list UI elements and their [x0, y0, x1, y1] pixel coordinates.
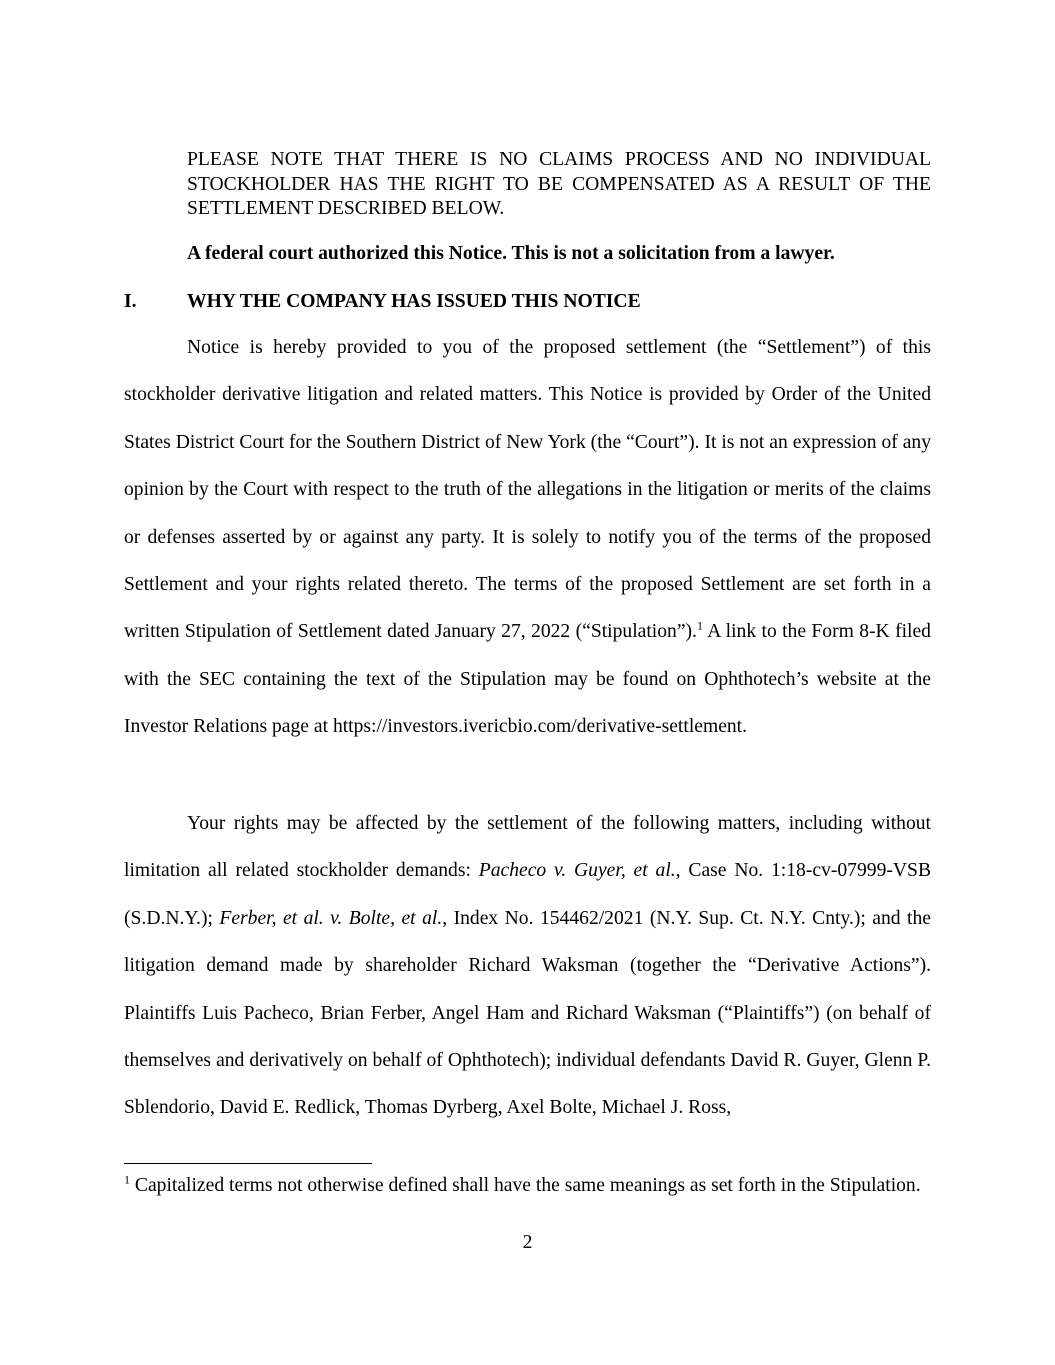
authorized-notice-line: A federal court authorized this Notice. This is not a solicitation from a lawyer.	[187, 243, 835, 264]
paragraph1-text-a: Notice is hereby provided to you of the proposed settlement (the “Settlement”) of this stockholder derivative litigation and related matters. This Notice is provided by Order of the United States District Court for the Southern District of New York (the “Court”). It is not an expression of any opinion by the Court with respect to the truth of the allegations in the litigation or merits of the claims or defenses asserted by or against any party. It is solely to notify you of the terms of the proposed Settlement and your rights related thereto. The terms of the proposed Settlement are set forth in a written Stipulation of Settlement dated January 27, 2022 (“Stipulation”).	[124, 337, 931, 643]
footnote-text: Capitalized terms not otherwise defined shall have the same meanings as set forth in the Stipulation.	[130, 1175, 921, 1196]
case-name-pacheco: Pacheco v. Guyer, et al.	[478, 860, 676, 882]
footnote-reference: 1	[696, 618, 703, 633]
section-heading	[124, 291, 641, 313]
page-number: 2	[522, 1232, 533, 1253]
paragraph-notice-provided	[124, 324, 931, 751]
paragraph2-text-c: , Index No. 154462/2021 (N.Y. Sup. Ct. N.Y. Cnty.); and the litigation demand made by shareholder Richard Waksman (together the “Derivative Actions”). Plaintiffs Luis Pacheco, Brian Ferber, Angel Ham and Richard Waksman (“Plaintiffs”) (on behalf of themselves and derivatively on behalf of Ophthotech); individual defendants David R. Guyer, Glenn P. Sblendorio, David E. Redlick, Thomas Dyrberg, Axel Bolte, Michael J. Ross,	[124, 907, 931, 1119]
footnote	[124, 1174, 931, 1199]
section-number: I.	[124, 291, 137, 312]
paragraph2-text-a: Your rights may be affected by the settlement of the following matters, including without limitation all related stockholder demands:	[124, 813, 931, 882]
footnote-number: 1	[124, 1172, 130, 1187]
paragraph2-text-b: , Case No. 1:18-cv-07999-VSB (S.D.N.Y.);	[124, 860, 932, 929]
case-name-ferber: Ferber, et al. v. Bolte, et al.	[219, 907, 443, 929]
no-claims-notice: PLEASE NOTE THAT THERE IS NO CLAIMS PROCESS AND NO INDIVIDUAL STOCKHOLDER HAS THE RIGHT TO BE COMPENSATED AS A RESULT OF THE SETTLEMENT DESCRIBED BELOW.	[187, 149, 931, 219]
section-title: WHY THE COMPANY HAS ISSUED THIS NOTICE	[187, 291, 641, 312]
footnote-divider	[124, 1163, 372, 1164]
paragraph1-text-b: A link to the Form 8-K filed with the SEC containing the text of the Stipulation may be found on Ophthotech’s website at the Investor Relations page at https://investors.ivericbio.com/derivative-settlement.	[124, 621, 931, 738]
paragraph-rights-affected	[124, 800, 931, 1132]
